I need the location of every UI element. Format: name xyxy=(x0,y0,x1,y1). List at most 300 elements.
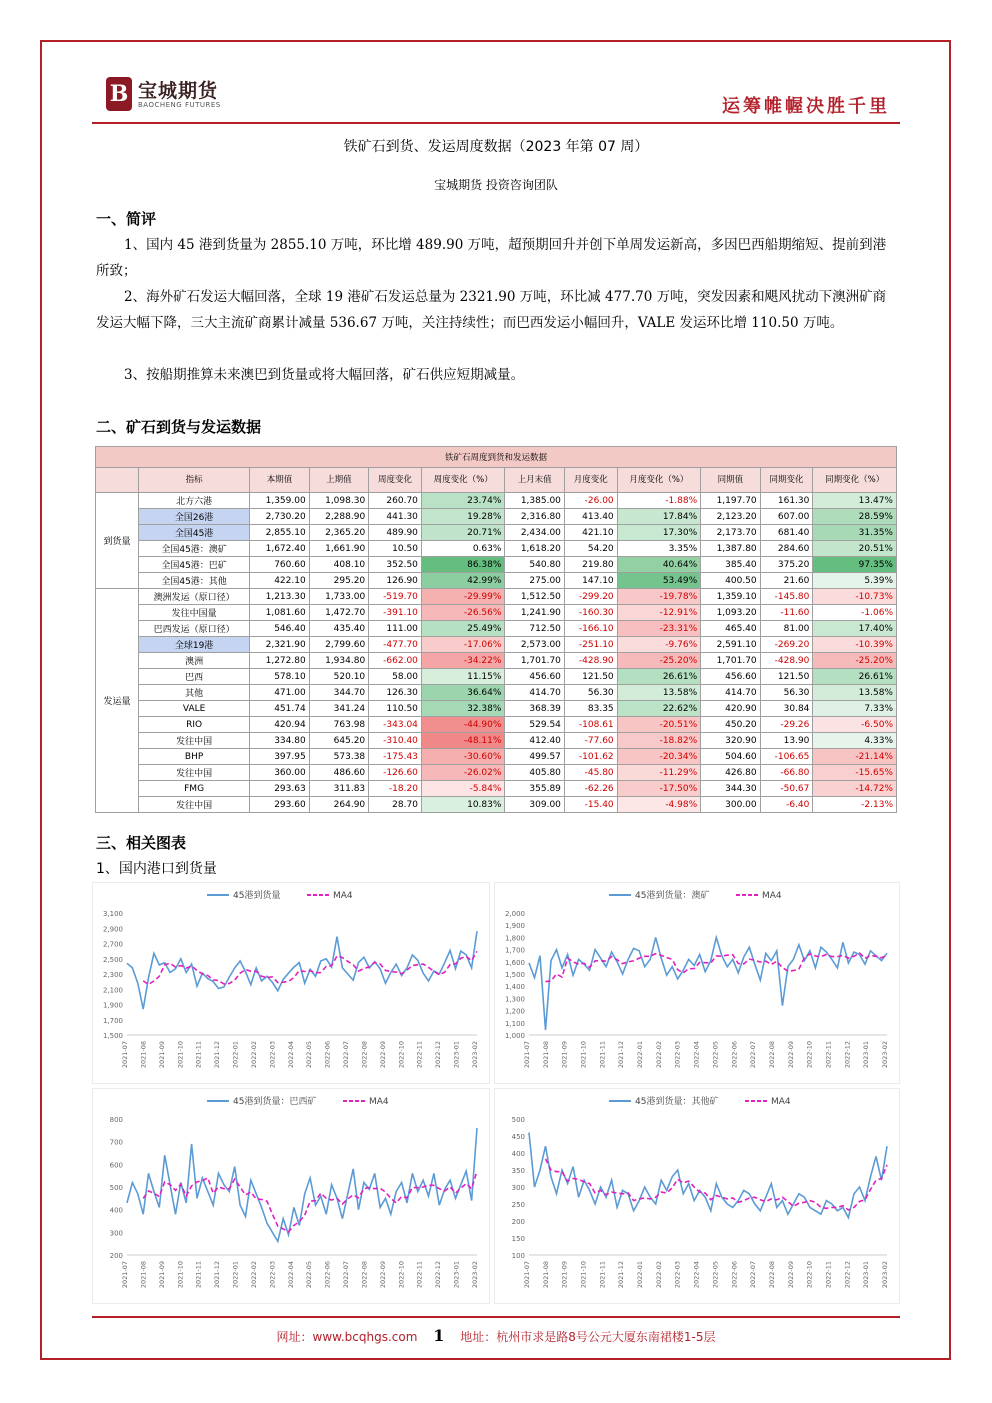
table-cell: -108.61 xyxy=(564,717,617,733)
table-cell: 1,472.70 xyxy=(309,605,368,621)
table-cell: -17.06% xyxy=(421,637,505,653)
table-cell: 20.71% xyxy=(421,525,505,541)
table-cell: 28.59% xyxy=(813,509,897,525)
table-cell: -310.40 xyxy=(369,733,422,749)
x-tick-label: 2022-10 xyxy=(805,1261,814,1289)
table-cell: 13.58% xyxy=(617,685,701,701)
y-tick-label: 1,900 xyxy=(504,922,525,931)
table-cell: -10.73% xyxy=(813,589,897,605)
x-tick-label: 2022-02 xyxy=(249,1261,258,1289)
x-tick-label: 2022-03 xyxy=(673,1261,682,1289)
table-cell: 13.90 xyxy=(760,733,813,749)
table-cell: 3.35% xyxy=(617,541,701,557)
row-indicator: 全国45港：澳矿 xyxy=(138,541,249,557)
x-tick-label: 2022-12 xyxy=(843,1041,852,1069)
x-tick-label: 2022-08 xyxy=(767,1261,776,1289)
row-indicator: 发往中国 xyxy=(138,733,249,749)
table-cell: 10.50 xyxy=(369,541,422,557)
table-cell: 420.94 xyxy=(250,717,309,733)
table-cell: 2,123.20 xyxy=(701,509,760,525)
table-cell: 26.61% xyxy=(617,669,701,685)
table-cell: 420.90 xyxy=(701,701,760,717)
table-cell: 400.50 xyxy=(701,573,760,589)
table-cell: -391.10 xyxy=(369,605,422,621)
chart-45-port-australia xyxy=(494,882,900,1084)
chart-45-port-arrivals xyxy=(92,882,490,1084)
table-cell: 1,934.80 xyxy=(309,653,368,669)
table-cell: 489.90 xyxy=(369,525,422,541)
x-tick-label: 2023-02 xyxy=(471,1261,479,1289)
table-row xyxy=(96,781,897,797)
table-row xyxy=(96,749,897,765)
x-tick-label: 2021-11 xyxy=(194,1261,203,1289)
logo-mark-icon: B xyxy=(106,77,132,111)
table-cell: 456.60 xyxy=(701,669,760,685)
table-cell: -26.02% xyxy=(421,765,505,781)
table-cell: 86.38% xyxy=(421,557,505,573)
table-cell: 320.90 xyxy=(701,733,760,749)
table-cell: 412.40 xyxy=(505,733,564,749)
x-tick-label: 2021-09 xyxy=(157,1261,166,1289)
table-cell: -77.60 xyxy=(564,733,617,749)
table-cell: -5.84% xyxy=(421,781,505,797)
x-tick-label: 2022-02 xyxy=(654,1041,663,1069)
table-cell: 13.47% xyxy=(813,493,897,509)
x-tick-label: 2022-04 xyxy=(286,1041,295,1069)
table-cell: -34.22% xyxy=(421,653,505,669)
table-cell: 300.00 xyxy=(701,797,760,813)
x-tick-label: 2021-10 xyxy=(176,1041,185,1069)
table-cell: 397.95 xyxy=(250,749,309,765)
table-row xyxy=(96,573,897,589)
table-cell: 264.90 xyxy=(309,797,368,813)
table-cell: 578.10 xyxy=(250,669,309,685)
x-tick-label: 2022-04 xyxy=(286,1261,295,1289)
x-tick-label: 2022-11 xyxy=(824,1261,833,1289)
table-cell: -6.50% xyxy=(813,717,897,733)
table-cell: 21.60 xyxy=(760,573,813,589)
section-heading-summary: 一、简评 xyxy=(96,210,157,228)
x-tick-label: 2022-03 xyxy=(268,1261,277,1289)
table-cell: 0.63% xyxy=(421,541,505,557)
table-cell: -1.88% xyxy=(617,493,701,509)
table-cell: 19.28% xyxy=(421,509,505,525)
table-cell: 408.10 xyxy=(309,557,368,573)
table-cell: 2,321.90 xyxy=(250,637,309,653)
y-tick-label: 2,900 xyxy=(102,925,123,934)
x-tick-label: 2021-09 xyxy=(560,1261,569,1289)
x-tick-label: 2021-07 xyxy=(121,1261,129,1289)
chart-45-port-other xyxy=(494,1088,900,1304)
table-row xyxy=(96,493,897,509)
company-logo xyxy=(106,75,236,117)
table-cell: 42.99% xyxy=(421,573,505,589)
table-cell: -50.67 xyxy=(760,781,813,797)
table-cell: 58.00 xyxy=(369,669,422,685)
x-tick-label: 2022-10 xyxy=(805,1041,814,1069)
table-cell: 161.30 xyxy=(760,493,813,509)
table-cell: 13.58% xyxy=(813,685,897,701)
y-tick-label: 1,500 xyxy=(102,1032,123,1040)
x-tick-label: 2022-01 xyxy=(231,1261,240,1289)
table-cell: 2,316.80 xyxy=(505,509,564,525)
table-cell: -48.11% xyxy=(421,733,505,749)
table-cell: 1,081.60 xyxy=(250,605,309,621)
table-cell: 450.20 xyxy=(701,717,760,733)
row-indicator: VALE xyxy=(138,701,249,717)
y-tick-label: 1,600 xyxy=(504,958,525,967)
table-cell: -269.20 xyxy=(760,637,813,653)
table-cell: -17.50% xyxy=(617,781,701,797)
table-cell: -2.13% xyxy=(813,797,897,813)
group-label-arrivals: 到货量 xyxy=(96,493,139,589)
table-cell: 295.20 xyxy=(309,573,368,589)
table-cell: 126.90 xyxy=(369,573,422,589)
legend-label-series: 45港到货量：其他矿 xyxy=(635,1097,719,1107)
logo-text-cn: 宝城期货 xyxy=(138,80,219,102)
table-cell: 1,093.20 xyxy=(701,605,760,621)
footer-divider xyxy=(92,1316,900,1318)
table-cell: -44.90% xyxy=(421,717,505,733)
table-cell: -19.78% xyxy=(617,589,701,605)
table-cell: 763.98 xyxy=(309,717,368,733)
table-cell: 4.33% xyxy=(813,733,897,749)
table-cell: -1.06% xyxy=(813,605,897,621)
table-cell: 26.61% xyxy=(813,669,897,685)
table-row xyxy=(96,733,897,749)
table-cell: 284.60 xyxy=(760,541,813,557)
table-row xyxy=(96,685,897,701)
y-tick-label: 1,500 xyxy=(504,971,525,979)
y-tick-label: 2,500 xyxy=(102,955,123,964)
x-tick-label: 2021-12 xyxy=(213,1041,222,1069)
table-cell: 1,661.90 xyxy=(309,541,368,557)
table-cell: 1,387.80 xyxy=(701,541,760,557)
table-cell: 2,434.00 xyxy=(505,525,564,541)
table-cell: 311.83 xyxy=(309,781,368,797)
y-tick-label: 2,700 xyxy=(102,940,123,949)
x-tick-label: 2023-01 xyxy=(452,1261,461,1289)
table-cell: 23.74% xyxy=(421,493,505,509)
table-cell: 56.30 xyxy=(564,685,617,701)
table-cell: 607.00 xyxy=(760,509,813,525)
x-tick-label: 2022-02 xyxy=(249,1041,258,1069)
table-cell: 2,799.60 xyxy=(309,637,368,653)
table-cell: 2,573.00 xyxy=(505,637,564,653)
table-cell: 5.39% xyxy=(813,573,897,589)
row-indicator: FMG xyxy=(138,781,249,797)
table-row xyxy=(96,605,897,621)
table-header-cell: 周度变化 xyxy=(369,468,422,493)
table-row xyxy=(96,765,897,781)
table-cell: 465.40 xyxy=(701,621,760,637)
table-cell: 293.63 xyxy=(250,781,309,797)
table-cell: 1,618.20 xyxy=(505,541,564,557)
table-cell: 17.30% xyxy=(617,525,701,541)
row-indicator: 全球19港 xyxy=(138,637,249,653)
table-row xyxy=(96,525,897,541)
table-header-cell: 上期值 xyxy=(309,468,368,493)
x-tick-label: 2022-10 xyxy=(397,1261,406,1289)
table-cell: 25.49% xyxy=(421,621,505,637)
table-cell: 355.89 xyxy=(505,781,564,797)
table-cell: -160.30 xyxy=(564,605,617,621)
table-caption-row xyxy=(96,447,897,468)
x-tick-label: 2022-08 xyxy=(767,1041,776,1069)
table-header-cell xyxy=(96,468,139,493)
x-tick-label: 2022-09 xyxy=(786,1041,795,1069)
y-tick-label: 700 xyxy=(109,1138,123,1147)
x-tick-label: 2022-07 xyxy=(342,1041,351,1069)
table-cell: -6.40 xyxy=(760,797,813,813)
table-row xyxy=(96,717,897,733)
table-cell: 1,197.70 xyxy=(701,493,760,509)
table-cell: 7.33% xyxy=(813,701,897,717)
x-tick-label: 2022-12 xyxy=(843,1261,852,1289)
table-cell: -26.56% xyxy=(421,605,505,621)
table-header-cell: 月度变化 xyxy=(564,468,617,493)
table-cell: -11.60 xyxy=(760,605,813,621)
x-tick-label: 2022-06 xyxy=(730,1041,739,1069)
table-cell: 2,730.20 xyxy=(250,509,309,525)
table-cell: -18.82% xyxy=(617,733,701,749)
table-cell: 126.30 xyxy=(369,685,422,701)
table-cell: 97.35% xyxy=(813,557,897,573)
table-cell: -145.80 xyxy=(760,589,813,605)
table-cell: 486.60 xyxy=(309,765,368,781)
document-author: 宝城期货 投资咨询团队 xyxy=(434,178,558,192)
table-cell: 344.70 xyxy=(309,685,368,701)
table-cell: -25.20% xyxy=(813,653,897,669)
footer xyxy=(0,1326,992,1345)
x-tick-label: 2022-08 xyxy=(360,1261,369,1289)
table-cell: -25.20% xyxy=(617,653,701,669)
table-cell: 17.84% xyxy=(617,509,701,525)
y-tick-label: 100 xyxy=(511,1252,525,1260)
table-cell: 10.83% xyxy=(421,797,505,813)
y-tick-label: 1,400 xyxy=(504,983,525,992)
table-cell: 219.80 xyxy=(564,557,617,573)
table-cell: 32.38% xyxy=(421,701,505,717)
table-cell: 53.49% xyxy=(617,573,701,589)
table-cell: -21.14% xyxy=(813,749,897,765)
row-indicator: 全国26港 xyxy=(138,509,249,525)
table-cell: 1,385.00 xyxy=(505,493,564,509)
table-cell: 520.10 xyxy=(309,669,368,685)
table-cell: 121.50 xyxy=(760,669,813,685)
table-row xyxy=(96,589,897,605)
table-cell: 360.00 xyxy=(250,765,309,781)
table-cell: -4.98% xyxy=(617,797,701,813)
table-row xyxy=(96,541,897,557)
x-tick-label: 2021-09 xyxy=(157,1041,166,1069)
x-tick-label: 2021-07 xyxy=(523,1261,531,1289)
y-tick-label: 300 xyxy=(511,1184,525,1192)
table-row xyxy=(96,621,897,637)
y-tick-label: 400 xyxy=(511,1150,525,1158)
x-tick-label: 2022-04 xyxy=(692,1261,701,1289)
footer-website[interactable]: 网址：www.bcqhgs.com xyxy=(276,1330,418,1344)
x-tick-label: 2022-01 xyxy=(636,1261,645,1289)
table-cell: -14.72% xyxy=(813,781,897,797)
table-cell: 11.15% xyxy=(421,669,505,685)
y-tick-label: 500 xyxy=(109,1184,123,1192)
table-cell: -251.10 xyxy=(564,637,617,653)
table-cell: -166.10 xyxy=(564,621,617,637)
table-cell: 529.54 xyxy=(505,717,564,733)
table-cell: 293.60 xyxy=(250,797,309,813)
table-cell: -299.20 xyxy=(564,589,617,605)
y-tick-label: 450 xyxy=(511,1133,525,1141)
x-tick-label: 2021-12 xyxy=(617,1261,626,1289)
x-tick-label: 2022-09 xyxy=(378,1261,387,1289)
table-cell: 422.10 xyxy=(250,573,309,589)
table-cell: 344.30 xyxy=(701,781,760,797)
subsection-heading-port-arrivals: 1、国内港口到货量 xyxy=(96,861,217,877)
x-tick-label: 2022-06 xyxy=(323,1261,332,1289)
row-indicator: BHP xyxy=(138,749,249,765)
row-indicator: 全国45港 xyxy=(138,525,249,541)
y-tick-label: 2,300 xyxy=(102,971,123,979)
table-cell: 31.35% xyxy=(813,525,897,541)
y-tick-label: 1,800 xyxy=(504,934,525,943)
table-cell: 260.70 xyxy=(369,493,422,509)
summary-paragraph-2: 2、海外矿石发运大幅回落，全球 19 港矿石发运总量为 2321.90 万吨，环比减 477.70 万吨，突发因素和飓风扰动下澳洲矿商发运大幅下降，三大主流矿商累计减量 536.67 万吨，关注持续性；而巴西发运小幅回升，VALE 发运环比增 110.50 万吨。 xyxy=(96,289,887,331)
x-tick-label: 2021-11 xyxy=(598,1261,607,1289)
header-slogan: 运筹帷幄决胜千里 xyxy=(722,96,890,117)
table-cell: -106.65 xyxy=(760,749,813,765)
footer-address: 地址：杭州市求是路8号公元大厦东南裙楼1-5层 xyxy=(460,1330,716,1344)
table-cell: 471.00 xyxy=(250,685,309,701)
y-tick-label: 1,900 xyxy=(102,1001,123,1010)
table-cell: 54.20 xyxy=(564,541,617,557)
table-cell: 81.00 xyxy=(760,621,813,637)
table-cell: 573.38 xyxy=(309,749,368,765)
x-tick-label: 2021-07 xyxy=(121,1041,129,1069)
table-cell: 414.70 xyxy=(701,685,760,701)
table-cell: 1,213.30 xyxy=(250,589,309,605)
x-tick-label: 2023-01 xyxy=(862,1261,871,1289)
x-tick-label: 2022-03 xyxy=(268,1041,277,1069)
table-cell: 441.30 xyxy=(369,509,422,525)
legend-label-series: 45港到货量：巴西矿 xyxy=(233,1097,317,1107)
x-tick-label: 2022-05 xyxy=(711,1041,720,1069)
table-header-cell: 指标 xyxy=(138,468,249,493)
series-line xyxy=(529,937,887,1030)
y-tick-label: 350 xyxy=(511,1167,525,1175)
table-header-cell: 上月末值 xyxy=(505,468,564,493)
table-cell: 352.50 xyxy=(369,557,422,573)
table-row xyxy=(96,557,897,573)
table-cell: 1,701.70 xyxy=(505,653,564,669)
table-cell: -343.04 xyxy=(369,717,422,733)
table-row xyxy=(96,653,897,669)
document-title: 铁矿石到货、发运周度数据（2023 年第 07 周） xyxy=(343,139,649,155)
row-indicator: 全国45港：其他 xyxy=(138,573,249,589)
header-divider xyxy=(92,122,900,124)
table-cell: 2,365.20 xyxy=(309,525,368,541)
table-cell: 426.80 xyxy=(701,765,760,781)
x-tick-label: 2022-01 xyxy=(636,1041,645,1069)
table-cell: 540.80 xyxy=(505,557,564,573)
table-cell: -23.31% xyxy=(617,621,701,637)
table-cell: 456.60 xyxy=(505,669,564,685)
y-tick-label: 1,300 xyxy=(504,995,525,1004)
group-label-shipments: 发运量 xyxy=(96,589,139,813)
table-header-cell: 月度变化（%） xyxy=(617,468,701,493)
table-cell: -662.00 xyxy=(369,653,422,669)
table-cell: 1,359.00 xyxy=(250,493,309,509)
x-tick-label: 2022-06 xyxy=(730,1261,739,1289)
table-cell: 36.64% xyxy=(421,685,505,701)
legend-label-ma4: MA4 xyxy=(333,891,353,901)
y-tick-label: 1,700 xyxy=(102,1016,123,1025)
table-cell: 121.50 xyxy=(564,669,617,685)
y-tick-label: 150 xyxy=(511,1235,525,1243)
weekly-data-table xyxy=(95,446,897,813)
table-cell: 385.40 xyxy=(701,557,760,573)
x-tick-label: 2022-03 xyxy=(673,1041,682,1069)
row-indicator: 澳洲发运（原口径） xyxy=(138,589,249,605)
row-indicator: 发往中国量 xyxy=(138,605,249,621)
table-cell: -428.90 xyxy=(564,653,617,669)
row-indicator: 巴西发运（原口径） xyxy=(138,621,249,637)
x-tick-label: 2022-11 xyxy=(824,1041,833,1069)
table-cell: 712.50 xyxy=(505,621,564,637)
row-indicator: 巴西 xyxy=(138,669,249,685)
table-cell: 681.40 xyxy=(760,525,813,541)
table-cell: 20.51% xyxy=(813,541,897,557)
table-cell: 2,591.10 xyxy=(701,637,760,653)
x-tick-label: 2022-11 xyxy=(415,1261,424,1289)
table-cell: 2,288.90 xyxy=(309,509,368,525)
x-tick-label: 2023-02 xyxy=(881,1041,889,1069)
legend-label-series: 45港到货量：澳矿 xyxy=(635,891,710,901)
table-cell: 760.60 xyxy=(250,557,309,573)
row-indicator: 其他 xyxy=(138,685,249,701)
table-cell: 147.10 xyxy=(564,573,617,589)
x-tick-label: 2021-08 xyxy=(541,1261,550,1289)
x-tick-label: 2021-12 xyxy=(617,1041,626,1069)
table-cell: 111.00 xyxy=(369,621,422,637)
x-tick-label: 2022-04 xyxy=(692,1041,701,1069)
table-cell: -29.99% xyxy=(421,589,505,605)
table-cell: 1,733.00 xyxy=(309,589,368,605)
table-cell: 435.40 xyxy=(309,621,368,637)
table-header-cell: 同期变化（%） xyxy=(813,468,897,493)
x-tick-label: 2022-11 xyxy=(415,1041,424,1069)
x-tick-label: 2022-12 xyxy=(434,1261,443,1289)
x-tick-label: 2022-07 xyxy=(342,1261,351,1289)
table-cell: 1,359.10 xyxy=(701,589,760,605)
y-tick-label: 1,700 xyxy=(504,946,525,955)
x-tick-label: 2023-02 xyxy=(471,1041,479,1069)
table-cell: -20.34% xyxy=(617,749,701,765)
legend-label-ma4: MA4 xyxy=(369,1097,389,1107)
ma4-line xyxy=(546,953,888,982)
table-cell: -12.91% xyxy=(617,605,701,621)
table-cell: 40.64% xyxy=(617,557,701,573)
x-tick-label: 2022-05 xyxy=(305,1041,314,1069)
x-tick-label: 2022-05 xyxy=(305,1261,314,1289)
x-tick-label: 2023-01 xyxy=(452,1041,461,1069)
x-tick-label: 2021-08 xyxy=(139,1261,148,1289)
y-tick-label: 250 xyxy=(511,1201,525,1209)
table-header-cell: 周度变化（%） xyxy=(421,468,505,493)
table-cell: -30.60% xyxy=(421,749,505,765)
table-row xyxy=(96,637,897,653)
page-number: 1 xyxy=(433,1326,445,1345)
